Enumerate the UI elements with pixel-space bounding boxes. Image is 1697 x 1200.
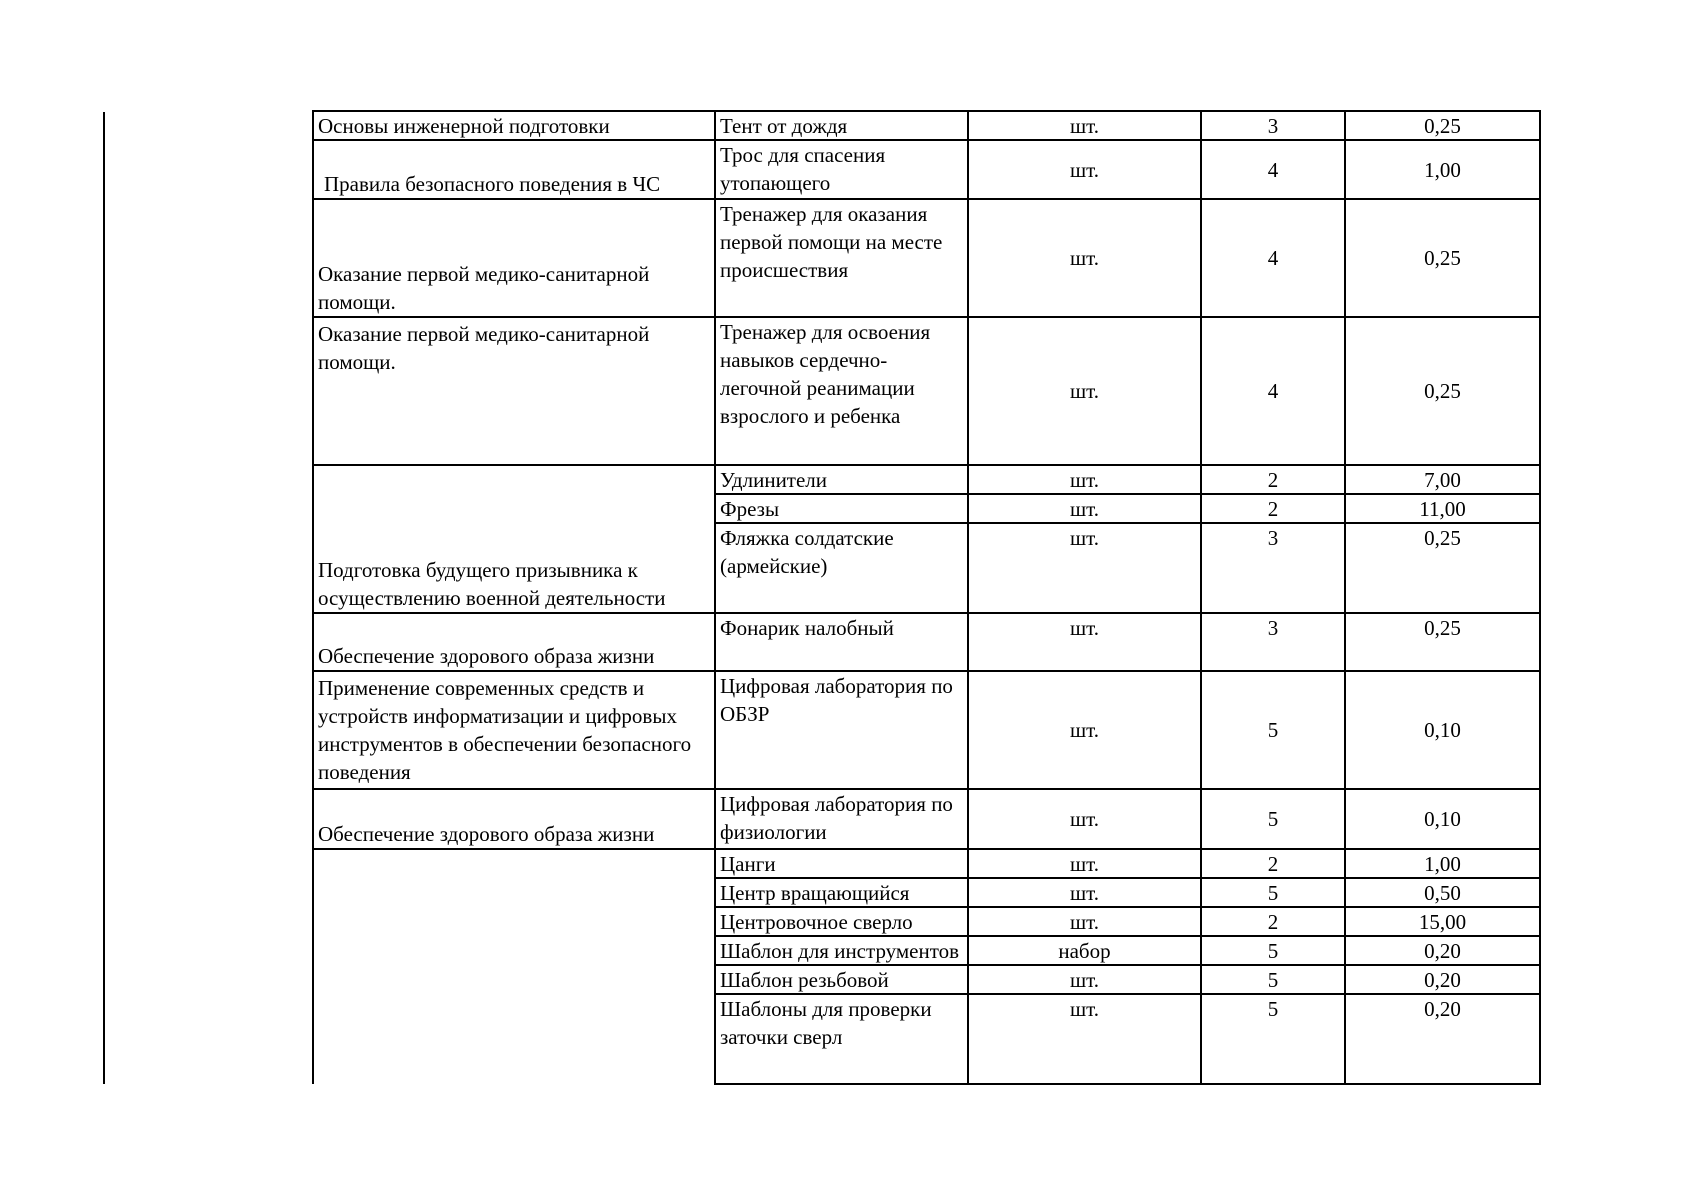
unit-cell bbox=[967, 493, 1202, 524]
subject-text: Оказание первой медико-санитарной помощи. bbox=[318, 322, 650, 374]
item-cell bbox=[714, 935, 969, 966]
unit-cell bbox=[967, 612, 1202, 672]
qty-text: 5 bbox=[1267, 807, 1279, 831]
unit-text: шт. bbox=[1069, 881, 1100, 905]
unit-text: шт. bbox=[1069, 718, 1100, 742]
subject-cell bbox=[312, 316, 716, 466]
table-left-border-stub bbox=[312, 850, 314, 1084]
subject-text: Основы инженерной подготовки bbox=[318, 114, 610, 138]
unit-cell bbox=[967, 670, 1202, 790]
unit-text: шт. bbox=[1069, 497, 1100, 521]
item-cell bbox=[714, 316, 969, 466]
subject-text: Обеспечение здорового образа жизни bbox=[318, 822, 655, 846]
item-cell bbox=[714, 964, 969, 995]
item-text: Фляжка солдатские (армейские) bbox=[720, 526, 894, 578]
qty-cell bbox=[1200, 110, 1346, 141]
unit-cell bbox=[967, 848, 1202, 879]
rate-cell bbox=[1344, 139, 1541, 200]
unit-cell bbox=[967, 110, 1202, 141]
item-cell bbox=[714, 110, 969, 141]
qty-text: 4 bbox=[1267, 379, 1279, 403]
item-cell bbox=[714, 848, 969, 879]
qty-cell bbox=[1200, 493, 1346, 524]
rate-cell bbox=[1344, 198, 1541, 318]
qty-cell bbox=[1200, 906, 1346, 937]
item-cell bbox=[714, 464, 969, 495]
subject-cell bbox=[312, 110, 716, 141]
item-text: Центр вращающийся bbox=[720, 881, 910, 905]
item-cell bbox=[714, 493, 969, 524]
unit-text: шт. bbox=[1069, 852, 1100, 876]
qty-cell bbox=[1200, 464, 1346, 495]
subject-cell bbox=[312, 612, 716, 672]
qty-cell bbox=[1200, 198, 1346, 318]
item-text: Тренажер для освоения навыков сердечно-легочной реанимации взрослого и ребенка bbox=[720, 320, 931, 428]
unit-text: шт. bbox=[1069, 968, 1100, 992]
item-cell bbox=[714, 993, 969, 1085]
rate-text: 0,50 bbox=[1424, 881, 1461, 905]
qty-cell bbox=[1200, 612, 1346, 672]
item-cell bbox=[714, 906, 969, 937]
rate-text: 0,25 bbox=[1424, 114, 1461, 138]
item-cell bbox=[714, 877, 969, 908]
item-cell bbox=[714, 198, 969, 318]
qty-text: 5 bbox=[1267, 939, 1279, 963]
unit-cell bbox=[967, 993, 1202, 1085]
rate-cell bbox=[1344, 464, 1541, 495]
item-cell bbox=[714, 612, 969, 672]
item-cell bbox=[714, 788, 969, 850]
item-text: Цанги bbox=[720, 852, 776, 876]
unit-text: шт. bbox=[1069, 807, 1100, 831]
item-text: Тренажер для оказания первой помощи на месте происшествия bbox=[720, 202, 943, 282]
qty-cell bbox=[1200, 848, 1346, 879]
unit-text: шт. bbox=[1069, 157, 1100, 182]
rate-text: 15,00 bbox=[1418, 910, 1467, 934]
rate-cell bbox=[1344, 612, 1541, 672]
item-text: Центровочное сверло bbox=[720, 910, 913, 934]
qty-text: 3 bbox=[1267, 526, 1279, 550]
qty-text: 4 bbox=[1267, 246, 1279, 270]
unit-text: шт. bbox=[1069, 379, 1100, 403]
item-cell bbox=[714, 670, 969, 790]
qty-text: 5 bbox=[1267, 997, 1279, 1021]
unit-text: шт. bbox=[1069, 114, 1100, 138]
qty-text: 5 bbox=[1267, 881, 1279, 905]
qty-cell bbox=[1200, 139, 1346, 200]
qty-text: 2 bbox=[1267, 910, 1279, 934]
rate-cell bbox=[1344, 964, 1541, 995]
subject-text: Правила безопасного поведения в ЧС bbox=[324, 172, 661, 196]
rate-cell bbox=[1344, 788, 1541, 850]
subject-cell bbox=[312, 198, 716, 318]
item-text: Цифровая лаборатория по ОБЗР bbox=[720, 674, 953, 726]
rate-text: 0,20 bbox=[1424, 939, 1461, 963]
item-text: Шаблоны для проверки заточки сверл bbox=[720, 997, 932, 1049]
subject-text: Применение современных средств и устройств информатизации и цифровых инструментов в обеспечении безопасного поведения bbox=[318, 676, 692, 784]
rate-text: 0,10 bbox=[1424, 718, 1461, 742]
rate-cell bbox=[1344, 670, 1541, 790]
qty-cell bbox=[1200, 788, 1346, 850]
rate-text: 1,00 bbox=[1424, 157, 1461, 182]
qty-text: 5 bbox=[1267, 968, 1279, 992]
qty-text: 5 bbox=[1267, 718, 1279, 742]
unit-cell bbox=[967, 935, 1202, 966]
unit-cell bbox=[967, 964, 1202, 995]
item-text: Трос для спасения утопающего bbox=[720, 143, 886, 195]
rate-text: 0,20 bbox=[1424, 997, 1461, 1021]
rate-cell bbox=[1344, 993, 1541, 1085]
subject-text: Оказание первой медико-санитарной помощи. bbox=[318, 262, 650, 314]
unit-text: набор bbox=[1058, 939, 1111, 963]
rate-cell bbox=[1344, 877, 1541, 908]
qty-text: 3 bbox=[1267, 616, 1279, 640]
unit-cell bbox=[967, 316, 1202, 466]
rate-cell bbox=[1344, 848, 1541, 879]
subject-cell bbox=[312, 464, 716, 614]
rate-text: 0,20 bbox=[1424, 968, 1461, 992]
subject-cell bbox=[312, 139, 716, 200]
unit-text: шт. bbox=[1069, 468, 1100, 492]
unit-text: шт. bbox=[1069, 910, 1100, 934]
unit-text: шт. bbox=[1069, 616, 1100, 640]
rate-text: 0,25 bbox=[1424, 379, 1461, 403]
rate-text: 11,00 bbox=[1419, 497, 1466, 521]
qty-cell bbox=[1200, 877, 1346, 908]
item-text: Шаблон для инструментов bbox=[720, 939, 960, 963]
qty-text: 3 bbox=[1267, 114, 1279, 138]
rate-text: 0,25 bbox=[1424, 246, 1461, 270]
unit-text: шт. bbox=[1069, 997, 1100, 1021]
rate-cell bbox=[1344, 935, 1541, 966]
item-cell bbox=[714, 522, 969, 614]
rate-cell bbox=[1344, 110, 1541, 141]
qty-cell bbox=[1200, 935, 1346, 966]
rate-text: 7,00 bbox=[1424, 468, 1461, 492]
qty-cell bbox=[1200, 964, 1346, 995]
item-cell bbox=[714, 139, 969, 200]
rate-cell bbox=[1344, 906, 1541, 937]
unit-cell bbox=[967, 198, 1202, 318]
rate-text: 1,00 bbox=[1424, 852, 1461, 876]
subject-cell bbox=[312, 788, 716, 850]
qty-cell bbox=[1200, 522, 1346, 614]
qty-text: 4 bbox=[1267, 157, 1279, 182]
unit-text: шт. bbox=[1069, 526, 1100, 550]
item-text: Шаблон резьбовой bbox=[720, 968, 889, 992]
rate-text: 0,25 bbox=[1424, 526, 1461, 550]
item-text: Фонарик налобный bbox=[720, 616, 894, 640]
subject-cell bbox=[312, 670, 716, 790]
rate-text: 0,25 bbox=[1424, 616, 1461, 640]
unit-cell bbox=[967, 139, 1202, 200]
unit-cell bbox=[967, 464, 1202, 495]
rate-cell bbox=[1344, 522, 1541, 614]
unit-cell bbox=[967, 877, 1202, 908]
subject-text: Подготовка будущего призывника к осуществлению военной деятельности bbox=[318, 558, 666, 610]
item-text: Фрезы bbox=[720, 497, 780, 521]
item-text: Тент от дождя bbox=[720, 114, 848, 138]
unit-text: шт. bbox=[1069, 246, 1100, 270]
rate-text: 0,10 bbox=[1424, 807, 1461, 831]
item-text: Удлинители bbox=[720, 468, 828, 492]
subject-text: Обеспечение здорового образа жизни bbox=[318, 644, 655, 668]
qty-text: 2 bbox=[1267, 497, 1279, 521]
item-text: Цифровая лаборатория по физиологии bbox=[720, 792, 953, 844]
qty-cell bbox=[1200, 316, 1346, 466]
unit-cell bbox=[967, 522, 1202, 614]
rate-cell bbox=[1344, 316, 1541, 466]
qty-text: 2 bbox=[1267, 468, 1279, 492]
rate-cell bbox=[1344, 493, 1541, 524]
unit-cell bbox=[967, 788, 1202, 850]
page-margin-rule bbox=[103, 112, 105, 1084]
unit-cell bbox=[967, 906, 1202, 937]
qty-text: 2 bbox=[1267, 852, 1279, 876]
qty-cell bbox=[1200, 993, 1346, 1085]
qty-cell bbox=[1200, 670, 1346, 790]
